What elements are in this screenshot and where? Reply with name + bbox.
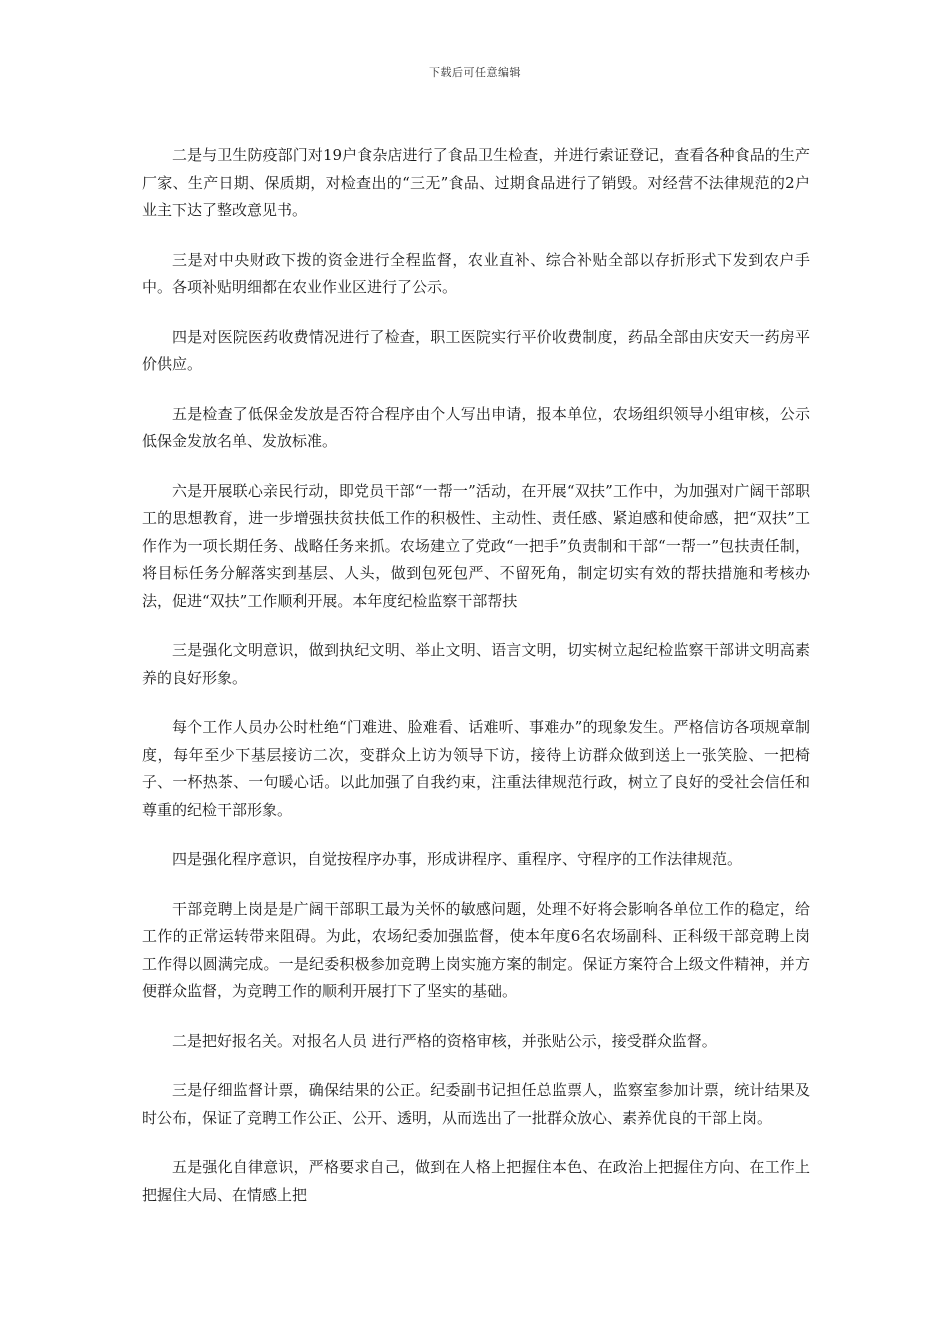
page-header-note: 下载后可任意编辑 xyxy=(429,66,521,79)
paragraph-office-conduct: 每个工作人员办公时杜绝“门难进、脸难看、话难听、事难办”的现象发生。严格信访各项规章制度，每年至少下基层接访二次，变群众上访为领导下访，接待上访群众做到送上一张笑脸、一把椅子、一杯热茶、一句暖心话。以此加强了自我约束，注重法律规范行政，树立了良好的受社会信任和尊重的纪检干部形象。 xyxy=(142,718,810,819)
paragraph-cadre-competition: 干部竞聘上岗是是广阔干部职工最为关怀的敏感问题，处理不好将会影响各单位工作的稳定，给工作的正常运转带来阻碍。为此，农场纪委加强监督，使本年度6名农场副科、正科级干部竞聘上岗工作得以圆满完成。一是纪委积极参加竞聘上岗实施方案的制定。保证方案符合上级文件精神，并方便群众监督，为竞聘工作的顺利开展打下了坚实的基础。 xyxy=(142,899,810,1000)
paragraph-registration-check: 二是把好报名关。对报名人员 进行严格的资格审核，并张贴公示，接受群众监督。 xyxy=(172,1031,717,1050)
paragraph-civility-awareness: 三是强化文明意识，做到执纪文明、举止文明、语言文明，切实树立起纪检监察干部讲文明高素养的良好形象。 xyxy=(142,641,810,687)
paragraph-one-helps-one: 六是开展联心亲民行动，即党员干部“一帮一”活动，在开展“双扶”工作中，为加强对广阔干部职工的思想教育，进一步增强扶贫扶低工作的积极性、主动性、责任感、紧迫感和使命感，把“双扶”工作作为一项长期任务、战略任务来抓。农场建立了党政“一把手”负责制和干部“一帮一”包扶责任制，将目标任务分解落实到基层、人头，做到包死包严、不留死角，制定切实有效的帮扶措施和考核办法，促进“双扶”工作顺利开展。本年度纪检监察干部帮扶 xyxy=(142,481,810,610)
paragraph-food-inspection: 二是与卫生防疫部门对19户食杂店进行了食品卫生检查，并进行索证登记，查看各种食品的生产厂家、生产日期、保质期，对检查出的“三无”食品、过期食品进行了销毁。对经营不法律规范的2户业主下达了整改意见书。 xyxy=(142,146,810,219)
paragraph-hospital-fees: 四是对医院医药收费情况进行了检查，职工医院实行平价收费制度，药品全部由庆安天一药房平价供应。 xyxy=(142,327,810,373)
paragraph-vote-counting: 三是仔细监督计票，确保结果的公正。纪委副书记担任总监票人，监察室参加计票，统计结果及时公布，保证了竞聘工作公正、公开、透明，从而选出了一批群众放心、素养优良的干部上岗。 xyxy=(142,1081,810,1127)
document-body xyxy=(142,142,810,1231)
paragraph-procedure-awareness: 四是强化程序意识，自觉按程序办事，形成讲程序、重程序、守程序的工作法律规范。 xyxy=(172,850,743,868)
paragraph-self-discipline: 五是强化自律意识，严格要求自己，做到在人格上把握住本色、在政治上把握住方向、在工作上把握住大局、在情感上把 xyxy=(142,1158,810,1204)
paragraph-subsistence-allowance: 五是检查了低保金发放是否符合程序由个人写出申请，报本单位，农场组织领导小组审核，公示低保金发放名单、发放标准。 xyxy=(142,404,810,450)
paragraph-fund-supervision: 三是对中央财政下拨的资金进行全程监督，农业直补、综合补贴全部以存折形式下发到农户手中。各项补贴明细都在农业作业区进行了公示。 xyxy=(142,250,810,296)
